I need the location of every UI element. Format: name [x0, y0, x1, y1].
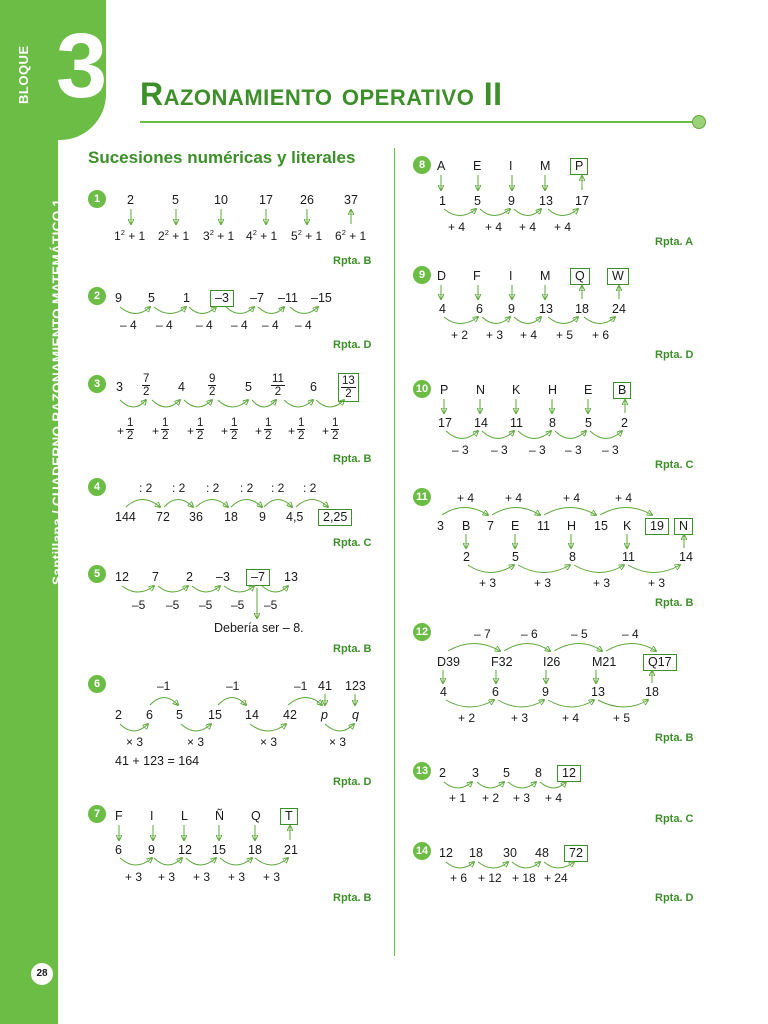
p3-op-fraction: $\frac{1}{2}$ — [162, 417, 169, 442]
p6-arcs — [120, 694, 355, 731]
p10-number: 11 — [510, 416, 523, 430]
p13-op: + 4 — [545, 791, 563, 805]
p13-answer-box: 12 — [557, 765, 581, 782]
p11-term: 11 — [537, 519, 550, 533]
p9-op: + 6 — [592, 328, 610, 342]
p3-op-fraction: $\frac{1}{2}$ — [265, 417, 272, 442]
p13-term: 3 — [472, 766, 479, 780]
p4-term: 9 — [259, 510, 266, 524]
p8-number: 17 — [575, 194, 589, 208]
answer-8: Rpta. A — [655, 236, 694, 248]
p10-number: 2 — [621, 416, 628, 430]
p8-letter: A — [437, 159, 446, 173]
p4-term: 36 — [189, 510, 203, 524]
p3-op-fraction: $\frac{1}{2}$ — [231, 417, 238, 442]
p10-letter: N — [476, 383, 486, 397]
title-rule — [140, 121, 696, 123]
p12-bottom-term: 18 — [645, 685, 659, 699]
p5-answer-box: –7 — [246, 569, 270, 586]
p11-bottom-term: 14 — [679, 550, 693, 564]
p8-answer-box: P — [570, 158, 588, 175]
p1-term: 2 — [127, 193, 134, 207]
p8-letter: E — [473, 159, 482, 173]
p3-term: 3 — [116, 380, 123, 394]
p9-number: 4 — [439, 302, 446, 316]
p6-term: 14 — [245, 708, 259, 722]
p12-op: + 5 — [613, 711, 631, 725]
p11-bottom-term: 8 — [569, 550, 576, 564]
p2-term: 5 — [148, 291, 155, 305]
p11-term: H — [567, 519, 577, 533]
p14-answer-box: 72 — [564, 845, 588, 862]
p1-formula: $1^2 + 1$ — [114, 228, 146, 243]
problem-number-6: 6 — [88, 675, 106, 693]
problem-number-14: 14 — [413, 842, 431, 860]
p1-term: 10 — [214, 193, 228, 207]
p6-op: × 3 — [260, 735, 278, 749]
p3-answer-box: $\frac{13}{2}$ — [338, 373, 359, 402]
p12-arrows — [443, 644, 656, 708]
p11-term: E — [511, 519, 520, 533]
p11-op-top: + 4 — [615, 491, 633, 505]
p10-number: 17 — [438, 416, 452, 430]
p1-formula: $6^2 + 1$ — [335, 228, 367, 243]
p5-term: 2 — [186, 570, 193, 584]
p8-letter: I — [509, 159, 513, 173]
p14-op: + 24 — [544, 871, 568, 885]
p5-term: 7 — [152, 570, 159, 584]
p11-op: + 3 — [593, 576, 611, 590]
p5-term: 13 — [284, 570, 298, 584]
p12-bottom-term: 6 — [492, 685, 499, 699]
p4-op: : 2 — [172, 481, 186, 495]
p8-op: + 4 — [554, 220, 572, 234]
p6-op: × 3 — [187, 735, 205, 749]
answer-4: Rpta. C — [333, 537, 372, 549]
p6-term: p — [321, 708, 328, 722]
p3-op-fraction: $\frac{1}{2}$ — [332, 417, 339, 442]
p10-op: – 3 — [491, 443, 508, 457]
p11-op-top: + 4 — [457, 491, 475, 505]
p7-op: + 3 — [263, 870, 281, 884]
answer-1: Rpta. B — [333, 255, 372, 267]
page-title: Razonamiento operativo II — [140, 76, 503, 112]
p8-op: + 4 — [485, 220, 503, 234]
p11-op-top: + 4 — [505, 491, 523, 505]
p4-op: : 2 — [240, 481, 254, 495]
answer-3: Rpta. B — [333, 453, 372, 465]
p3-op-sign: + — [152, 424, 160, 438]
answer-9: Rpta. D — [655, 349, 694, 361]
p6-term: 15 — [208, 708, 222, 722]
answer-13: Rpta. C — [655, 813, 694, 825]
p12-term: I26 — [543, 655, 561, 669]
answer-11: Rpta. B — [655, 597, 694, 609]
p2-answer-box: –3 — [210, 290, 234, 307]
p3-op-fraction: $\frac{1}{2}$ — [197, 417, 204, 442]
p13-term: 8 — [535, 766, 542, 780]
p6-op: × 3 — [329, 735, 347, 749]
p12-bottom-term: 9 — [542, 685, 549, 699]
p8-letter: M — [540, 159, 551, 173]
bloque-label: BLOQUE — [16, 45, 31, 104]
p1-term: 37 — [344, 193, 358, 207]
p3-op-sign: + — [288, 424, 296, 438]
p12-term: M21 — [592, 655, 617, 669]
p7-op: + 3 — [158, 870, 176, 884]
p10-letter: P — [440, 383, 449, 397]
p2-arcs — [120, 307, 318, 314]
book-vertical-title: Santillana / CUADERNO RAZONAMIENTO MATEMÁTICO 1 — [50, 198, 65, 585]
p1-term: 17 — [259, 193, 273, 207]
p4-op: : 2 — [139, 481, 153, 495]
p3-op-sign: + — [255, 424, 263, 438]
section-title: Sucesiones numéricas y literales — [88, 148, 356, 167]
answer-12: Rpta. B — [655, 732, 694, 744]
p6-term: q — [352, 708, 359, 722]
p1-term: 26 — [300, 193, 314, 207]
bloque-number: 3 — [56, 15, 108, 117]
p11-answer-box: N — [674, 518, 693, 535]
p5-op: –5 — [166, 598, 180, 612]
p9-letter: F — [473, 269, 481, 283]
answer-7: Rpta. B — [333, 892, 372, 904]
p8-number: 9 — [508, 194, 515, 208]
title-rule-dot — [692, 115, 706, 129]
p6-sum-term: 41 — [318, 679, 332, 693]
p13-op: + 1 — [449, 791, 467, 805]
p7-number: 9 — [148, 843, 155, 857]
p2-term: 9 — [115, 291, 122, 305]
p10-letter: K — [512, 383, 521, 397]
p2-op: – 4 — [196, 318, 213, 332]
p6-op: × 3 — [126, 735, 144, 749]
p14-term: 18 — [469, 846, 483, 860]
p9-number: 13 — [539, 302, 553, 316]
p10-answer-box: B — [613, 382, 631, 399]
answer-14: Rpta. D — [655, 892, 694, 904]
p2-op: – 4 — [120, 318, 137, 332]
p9-number: 24 — [612, 302, 626, 316]
p14-op: + 18 — [512, 871, 536, 885]
p9-number: 18 — [575, 302, 589, 316]
p3-fraction: $\frac{11}{2}$ — [272, 373, 284, 398]
p14-term: 30 — [503, 846, 517, 860]
column-divider — [394, 148, 395, 956]
p3-op-sign: + — [221, 424, 229, 438]
problem-number-10: 10 — [413, 380, 431, 398]
p10-arrows — [444, 399, 625, 439]
p10-letter: H — [548, 383, 558, 397]
p10-op: – 3 — [602, 443, 619, 457]
p11-bottom-term: 11 — [622, 550, 635, 564]
p11-term: 3 — [437, 519, 444, 533]
p8-op: + 4 — [448, 220, 466, 234]
p1-formula: $5^2 + 1$ — [291, 228, 323, 243]
p12-bottom-term: 4 — [440, 685, 447, 699]
p9-letter: I — [509, 269, 513, 283]
p7-number: 15 — [212, 843, 226, 857]
p12-op-top: – 7 — [474, 627, 491, 641]
p12-op: + 2 — [458, 711, 476, 725]
p14-op: + 6 — [450, 871, 468, 885]
p4-op: : 2 — [206, 481, 220, 495]
p9-answer-box: W — [607, 268, 629, 285]
p3-op-sign: + — [117, 424, 125, 438]
p7-number: 6 — [115, 843, 122, 857]
p11-op: + 3 — [534, 576, 552, 590]
p11-term: K — [623, 519, 632, 533]
p4-op: : 2 — [271, 481, 285, 495]
p13-arcs — [444, 782, 566, 788]
p7-letter: L — [181, 809, 188, 823]
p14-op: + 12 — [478, 871, 502, 885]
page-number: 28 — [31, 963, 53, 985]
p11-op: + 3 — [648, 576, 666, 590]
p2-term: –7 — [250, 291, 264, 305]
p12-op-top: – 4 — [622, 627, 639, 641]
p6-op-top: –1 — [157, 679, 171, 693]
p8-number: 1 — [439, 194, 446, 208]
problem-number-9: 9 — [413, 266, 431, 284]
p4-op: : 2 — [303, 481, 317, 495]
p12-op: + 3 — [511, 711, 529, 725]
p9-number: 6 — [476, 302, 483, 316]
p4-answer-box: 2,25 — [318, 509, 352, 526]
p9-letter: M — [540, 269, 551, 283]
p3-term: 6 — [310, 380, 317, 394]
problem-number-12: 12 — [413, 623, 431, 641]
p2-op: – 4 — [156, 318, 173, 332]
p13-term: 2 — [439, 766, 446, 780]
p6-term: 6 — [146, 708, 153, 722]
p9-op: + 4 — [520, 328, 538, 342]
p4-term: 72 — [156, 510, 170, 524]
p8-number: 13 — [539, 194, 553, 208]
p1-term: 5 — [172, 193, 179, 207]
p12-term: F32 — [491, 655, 513, 669]
p7-letter: F — [115, 809, 123, 823]
p2-op: – 4 — [295, 318, 312, 332]
p11-op: + 3 — [479, 576, 497, 590]
p1-formula: $2^2 + 1$ — [158, 228, 190, 243]
p5-term: 12 — [115, 570, 129, 584]
answer-6: Rpta. D — [333, 776, 372, 788]
problem-number-7: 7 — [88, 805, 106, 823]
p3-fraction: $\frac{7}{2}$ — [143, 373, 150, 398]
p5-note: Debería ser – 8. — [214, 621, 304, 635]
p13-term: 5 — [503, 766, 510, 780]
p12-bottom-term: 13 — [591, 685, 605, 699]
p14-term: 12 — [439, 846, 453, 860]
p9-answer-box: Q — [570, 268, 590, 285]
problem-number-5: 5 — [88, 565, 106, 583]
p11-bottom-term: 5 — [512, 550, 519, 564]
p9-op: + 5 — [556, 328, 574, 342]
problem-number-1: 1 — [88, 190, 106, 208]
p1-formula: $4^2 + 1$ — [246, 228, 278, 243]
p9-letter: D — [437, 269, 447, 283]
p2-term: 1 — [183, 291, 190, 305]
p2-op: – 4 — [262, 318, 279, 332]
p7-number: 18 — [248, 843, 262, 857]
p7-op: + 3 — [125, 870, 143, 884]
p1-formula: $3^2 + 1$ — [203, 228, 235, 243]
p12-op: + 4 — [562, 711, 580, 725]
p14-term: 48 — [535, 846, 549, 860]
p3-op-fraction: $\frac{1}{2}$ — [298, 417, 305, 442]
p13-op: + 3 — [513, 791, 531, 805]
p7-arrows — [119, 825, 290, 865]
p2-term: –15 — [311, 291, 332, 305]
answer-10: Rpta. C — [655, 459, 694, 471]
p6-op-top: –1 — [294, 679, 308, 693]
p5-term: –3 — [216, 570, 230, 584]
p2-op: – 4 — [231, 318, 248, 332]
p4-term: 18 — [224, 510, 238, 524]
p11-term: 15 — [594, 519, 608, 533]
p2-term: –11 — [278, 291, 298, 305]
p10-op: – 3 — [565, 443, 582, 457]
p7-answer-box: T — [280, 808, 298, 825]
p6-term: 2 — [115, 708, 122, 722]
p3-op-sign: + — [322, 424, 330, 438]
p11-bottom-term: 2 — [463, 550, 470, 564]
p12-op-top: – 5 — [571, 627, 588, 641]
p3-term: 4 — [178, 380, 185, 394]
p7-letter: Ñ — [215, 809, 225, 823]
p1-arrows — [131, 209, 351, 224]
p10-number: 14 — [474, 416, 488, 430]
p10-letter: E — [584, 383, 593, 397]
problem-number-4: 4 — [88, 478, 106, 496]
p13-op: + 2 — [482, 791, 500, 805]
p6-term: 5 — [176, 708, 183, 722]
p12-op-top: – 6 — [521, 627, 538, 641]
p9-number: 9 — [508, 302, 515, 316]
p6-sum-term: 123 — [345, 679, 366, 693]
p3-arcs — [120, 400, 344, 407]
p4-term: 4,5 — [286, 510, 304, 524]
p9-op: + 3 — [486, 328, 504, 342]
problem-number-3: 3 — [88, 375, 106, 393]
p11-term: B — [462, 519, 471, 533]
p4-arcs — [126, 500, 328, 508]
p7-number: 21 — [284, 843, 298, 857]
p7-op: + 3 — [228, 870, 246, 884]
p3-term: 5 — [245, 380, 252, 394]
p12-answer-box: Q17 — [643, 654, 677, 671]
p5-op: –5 — [132, 598, 146, 612]
p11-op-top: + 4 — [563, 491, 581, 505]
problem-number-8: 8 — [413, 156, 431, 174]
p5-op: –5 — [264, 598, 278, 612]
p9-op: + 2 — [451, 328, 469, 342]
answer-5: Rpta. B — [333, 643, 372, 655]
p7-number: 12 — [178, 843, 192, 857]
p10-op: – 3 — [529, 443, 546, 457]
problem-number-2: 2 — [88, 287, 106, 305]
p14-arcs — [446, 862, 574, 868]
p11-answer-box: 19 — [645, 518, 669, 535]
problem-number-11: 11 — [413, 488, 431, 506]
p3-fraction: $\frac{9}{2}$ — [209, 373, 216, 398]
p5-op: –5 — [199, 598, 213, 612]
p8-number: 5 — [474, 194, 481, 208]
p10-number: 5 — [585, 416, 592, 430]
p7-letter: I — [150, 809, 154, 823]
p3-op-sign: + — [187, 424, 195, 438]
p3-op-fraction: $\frac{1}{2}$ — [127, 417, 134, 442]
p8-op: + 4 — [519, 220, 537, 234]
p7-letter: Q — [251, 809, 261, 823]
p4-term: 144 — [115, 510, 136, 524]
p5-op: –5 — [231, 598, 245, 612]
problem-number-13: 13 — [413, 762, 431, 780]
p11-term: 7 — [487, 519, 494, 533]
p10-number: 8 — [549, 416, 556, 430]
p7-op: + 3 — [193, 870, 211, 884]
answer-2: Rpta. D — [333, 339, 372, 351]
p10-op: – 3 — [452, 443, 469, 457]
p6-term: 42 — [283, 708, 297, 722]
p6-note: 41 + 123 = 164 — [115, 754, 200, 768]
p9-arrows — [441, 285, 619, 324]
p6-op-top: –1 — [226, 679, 240, 693]
p12-term: D39 — [437, 655, 460, 669]
